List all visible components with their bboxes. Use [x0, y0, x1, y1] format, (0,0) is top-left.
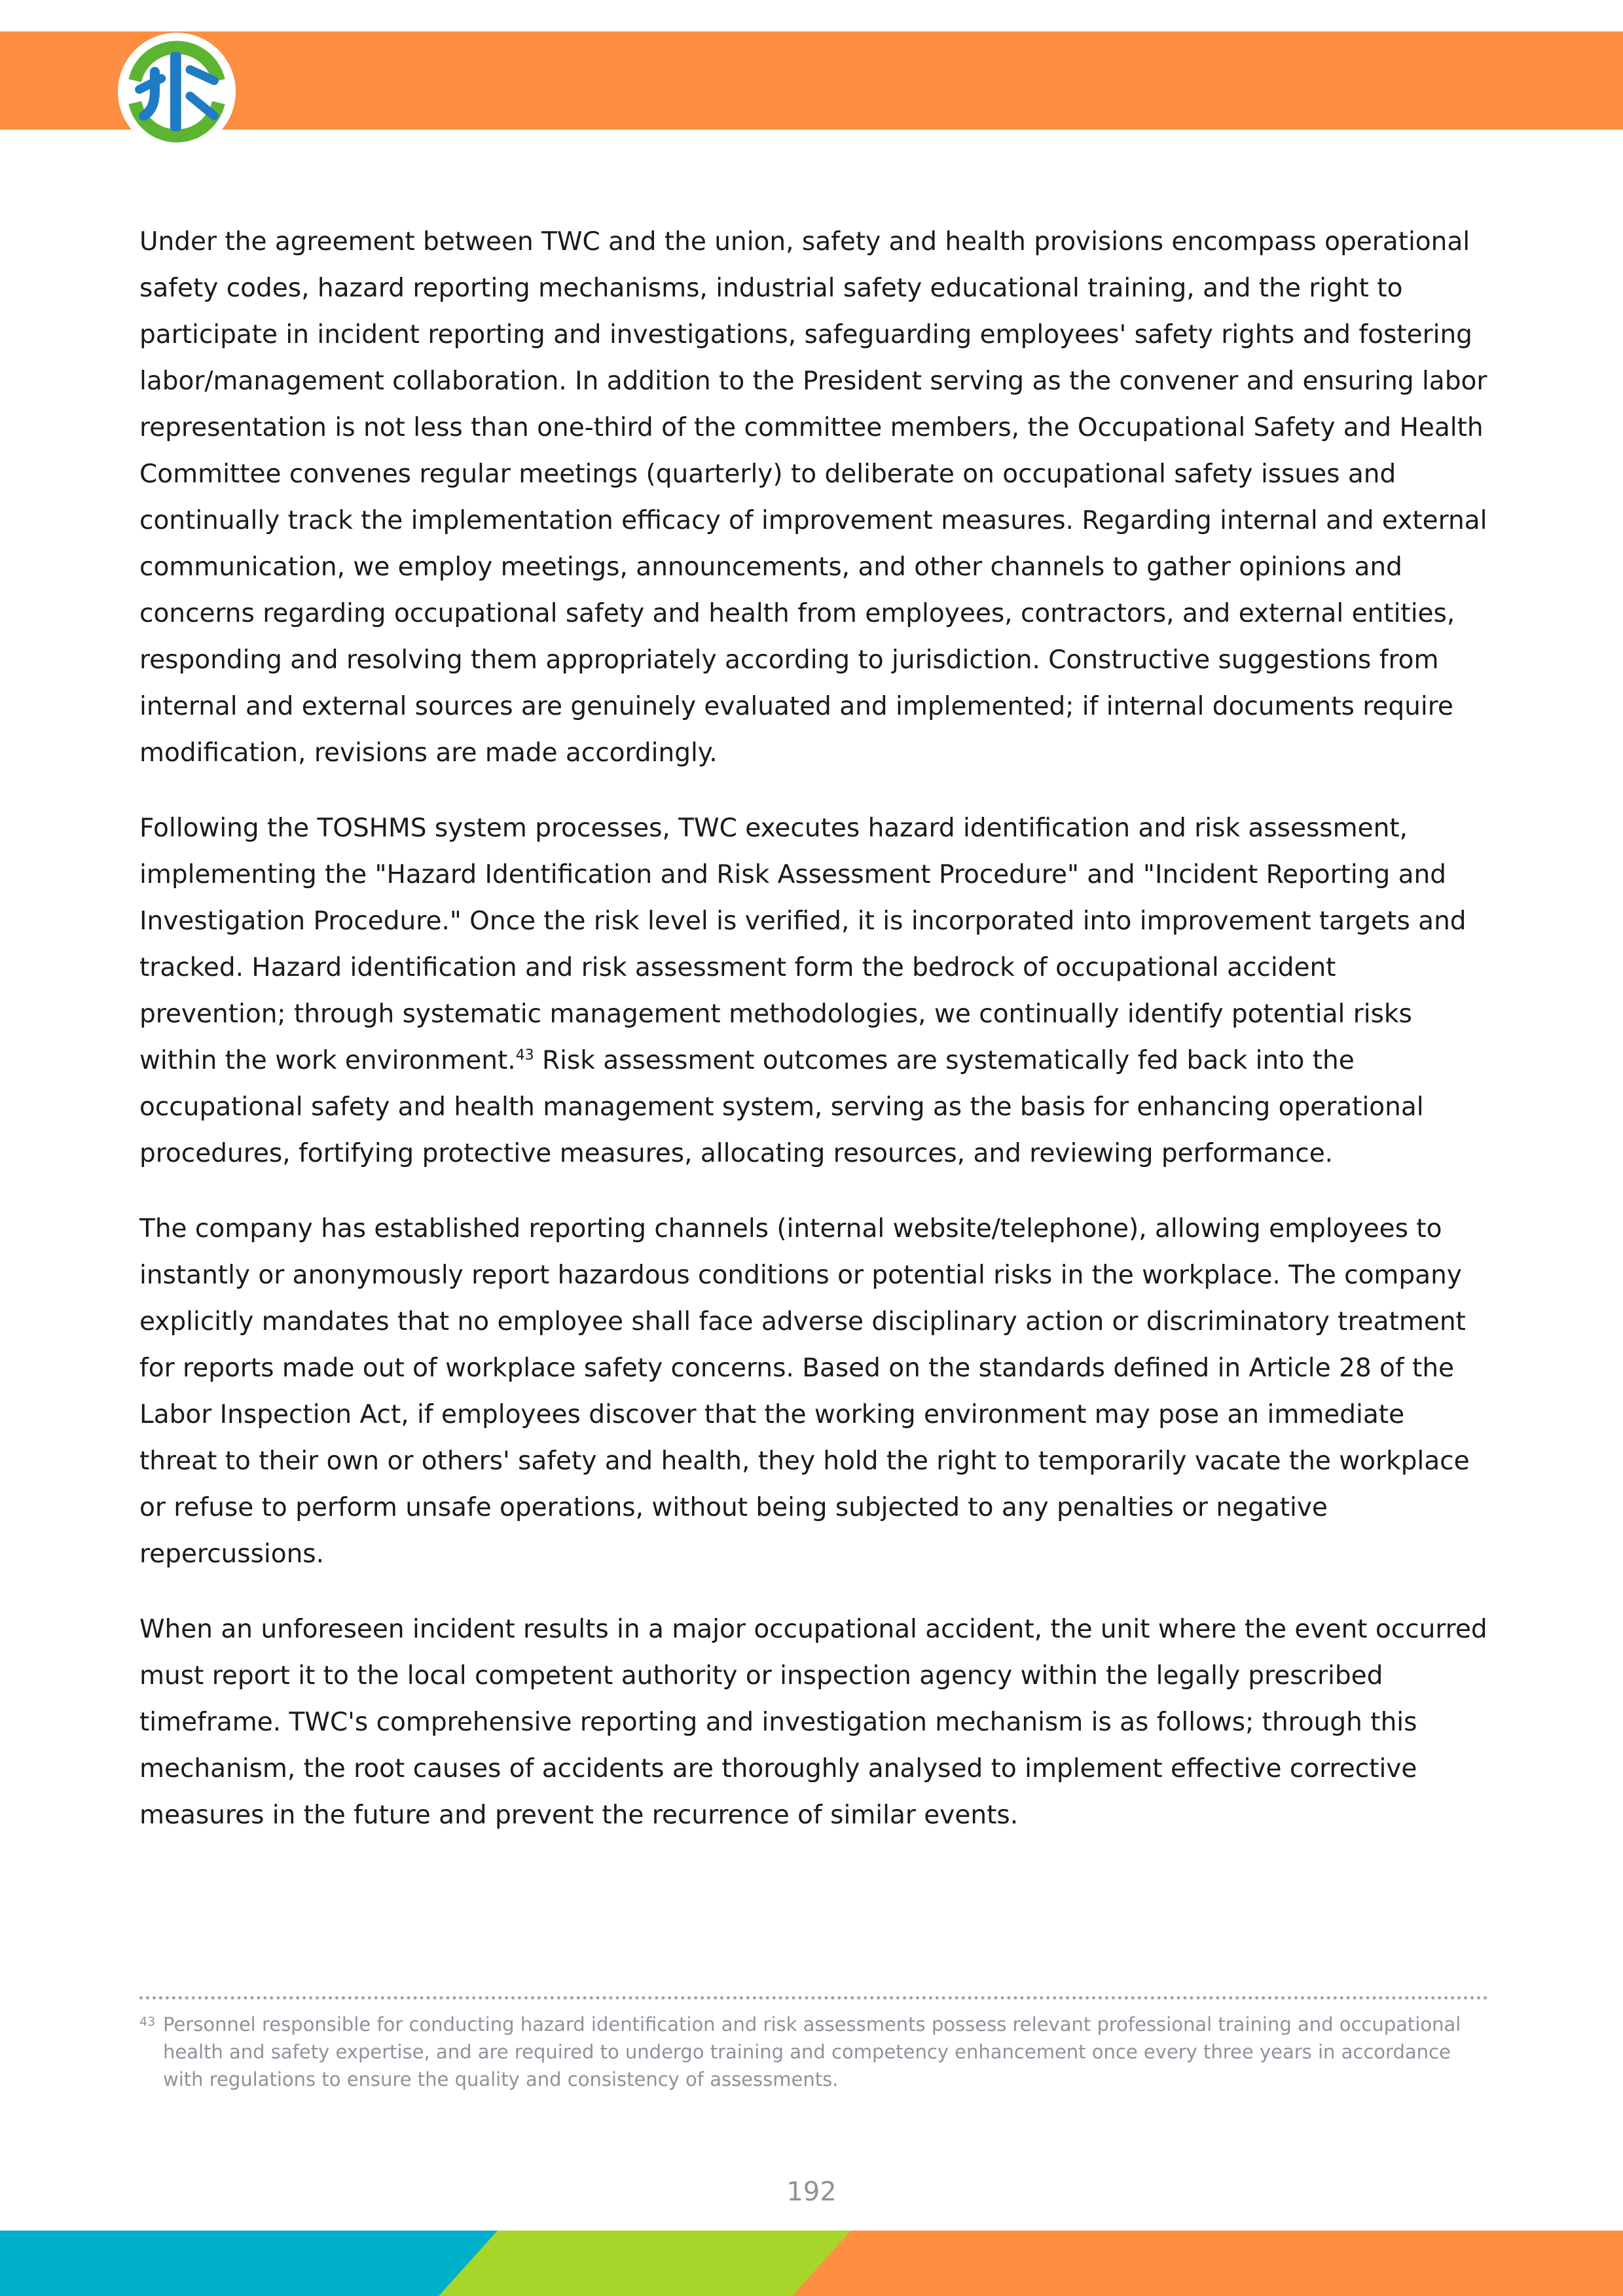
- footnote-text: Personnel responsible for conducting hazard identification and risk assessments possess relevant professional training and occupational health and safety expertise, and are required to undergo training and competency enhancement once every three years in accordance with regulations to ensure the quality and consistency of assessments.: [163, 2013, 1461, 2090]
- company-logo: [118, 33, 236, 151]
- footer-band: [0, 2231, 1623, 2296]
- footnote-reference[interactable]: 43: [515, 1047, 534, 1064]
- paragraph-text: Risk assessment outcomes are systematically fed back into the occupational safety and health management system, serving as the basis for enhancing operational procedures, fortifying protective measures, allocating resources, and reviewing performance.: [139, 1046, 1424, 1168]
- paragraph-hazard-identification: [139, 805, 1488, 1177]
- paragraph-incident-reporting: When an unforeseen incident results in a major occupational accident, the unit where the event occurred must report it to the local competent authority or inspection agency within the legally prescribed timeframe. TWC's comprehensive reporting and investigation mechanism is as follows; through this mechanism, the root causes of accidents are thoroughly analysed to implement effective corrective measures in the future and prevent the recurrence of similar events.: [139, 1615, 1487, 1830]
- page-number: 192: [786, 2177, 837, 2207]
- footnote-mark: 43: [139, 2015, 156, 2029]
- paragraph-reporting-channels: The company has established reporting channels (internal website/telephone), allowing employees to instantly or anonymously report hazardous conditions or potential risks in the workplace. The company explicitly mandates that no employee shall face adverse disciplinary action or discriminatory treatment for reports made out of workplace safety concerns. Based on the standards defined in Article 28 of the Labor Inspection Act, if employees discover that the working environment may pose an immediate threat to their own or others' safety and health, they hold the right to temporarily vacate the workplace or refuse to perform unsafe operations, without being subjected to any penalties or negative repercussions.: [139, 1214, 1470, 1569]
- footer-teal-stripe: [0, 2231, 498, 2296]
- footnote-divider: [139, 1996, 1488, 2000]
- twc-logo-icon: [122, 37, 232, 147]
- header-band: [0, 31, 1623, 130]
- body-text: [139, 219, 1488, 1867]
- paragraph-committee: Under the agreement between TWC and the union, safety and health provisions encompass operational safety codes, hazard reporting mechanisms, industrial safety educational training, and the right to participate in incident reporting and investigations, safeguarding employees' safety rights and fostering labor/management collaboration. In addition to the President serving as the convener and ensuring labor representation is not less than one-third of the committee members, the Occupational Safety and Health Committee convenes regular meetings (quarterly) to deliberate on occupational safety issues and continually track the implementation efficacy of improvement measures. Regarding internal and external communication, we employ meetings, announcements, and other channels to gather opinions and concerns regarding occupational safety and health from employees, contractors, and external entities, responding and resolving them appropriately according to jurisdiction. Constructive suggestions from internal and external sources are genuinely evaluated and implemented; if internal documents require modification, revisions are made accordingly.: [139, 227, 1487, 768]
- footnote: [139, 2011, 1486, 2093]
- paragraph-text: Following the TOSHMS system processes, TWC executes hazard identification and risk assessment, implementing the "Hazard Identification and Risk Assessment Procedure" and "Incident Reporting and Investigation Procedure." Once the risk level is verified, it is incorporated into improvement targets and tracked. Hazard identification and risk assessment form the bedrock of occupational accident prevention; through systematic management methodologies, we continually identify potential risks within the work environment.: [139, 814, 1467, 1075]
